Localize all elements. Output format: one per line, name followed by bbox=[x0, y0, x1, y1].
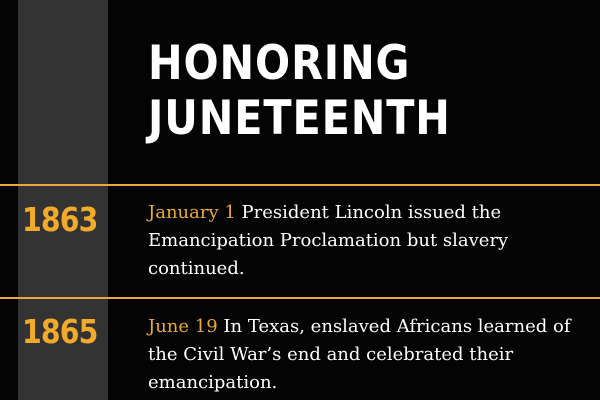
event-year-1865: 1865 bbox=[22, 312, 98, 351]
divider-1 bbox=[0, 184, 600, 186]
event-entry-1863 bbox=[148, 199, 600, 283]
event-year-1863: 1863 bbox=[22, 200, 98, 239]
title-line-1: HONORING bbox=[148, 36, 411, 91]
divider-2 bbox=[0, 297, 600, 299]
event-date-1863: January 1 bbox=[148, 202, 236, 223]
title-line-2: JUNETEENTH bbox=[148, 91, 451, 146]
event-date-1865: June 19 bbox=[148, 316, 218, 337]
page-title bbox=[148, 36, 451, 146]
event-text-1863: President Lincoln issued the Emancipation Proclamation but slavery continued. bbox=[148, 202, 509, 279]
event-entry-1865 bbox=[148, 313, 600, 397]
event-text-1865: In Texas, enslaved Africans learned of the Civil War’s end and celebrated their emancipation. bbox=[148, 316, 571, 393]
